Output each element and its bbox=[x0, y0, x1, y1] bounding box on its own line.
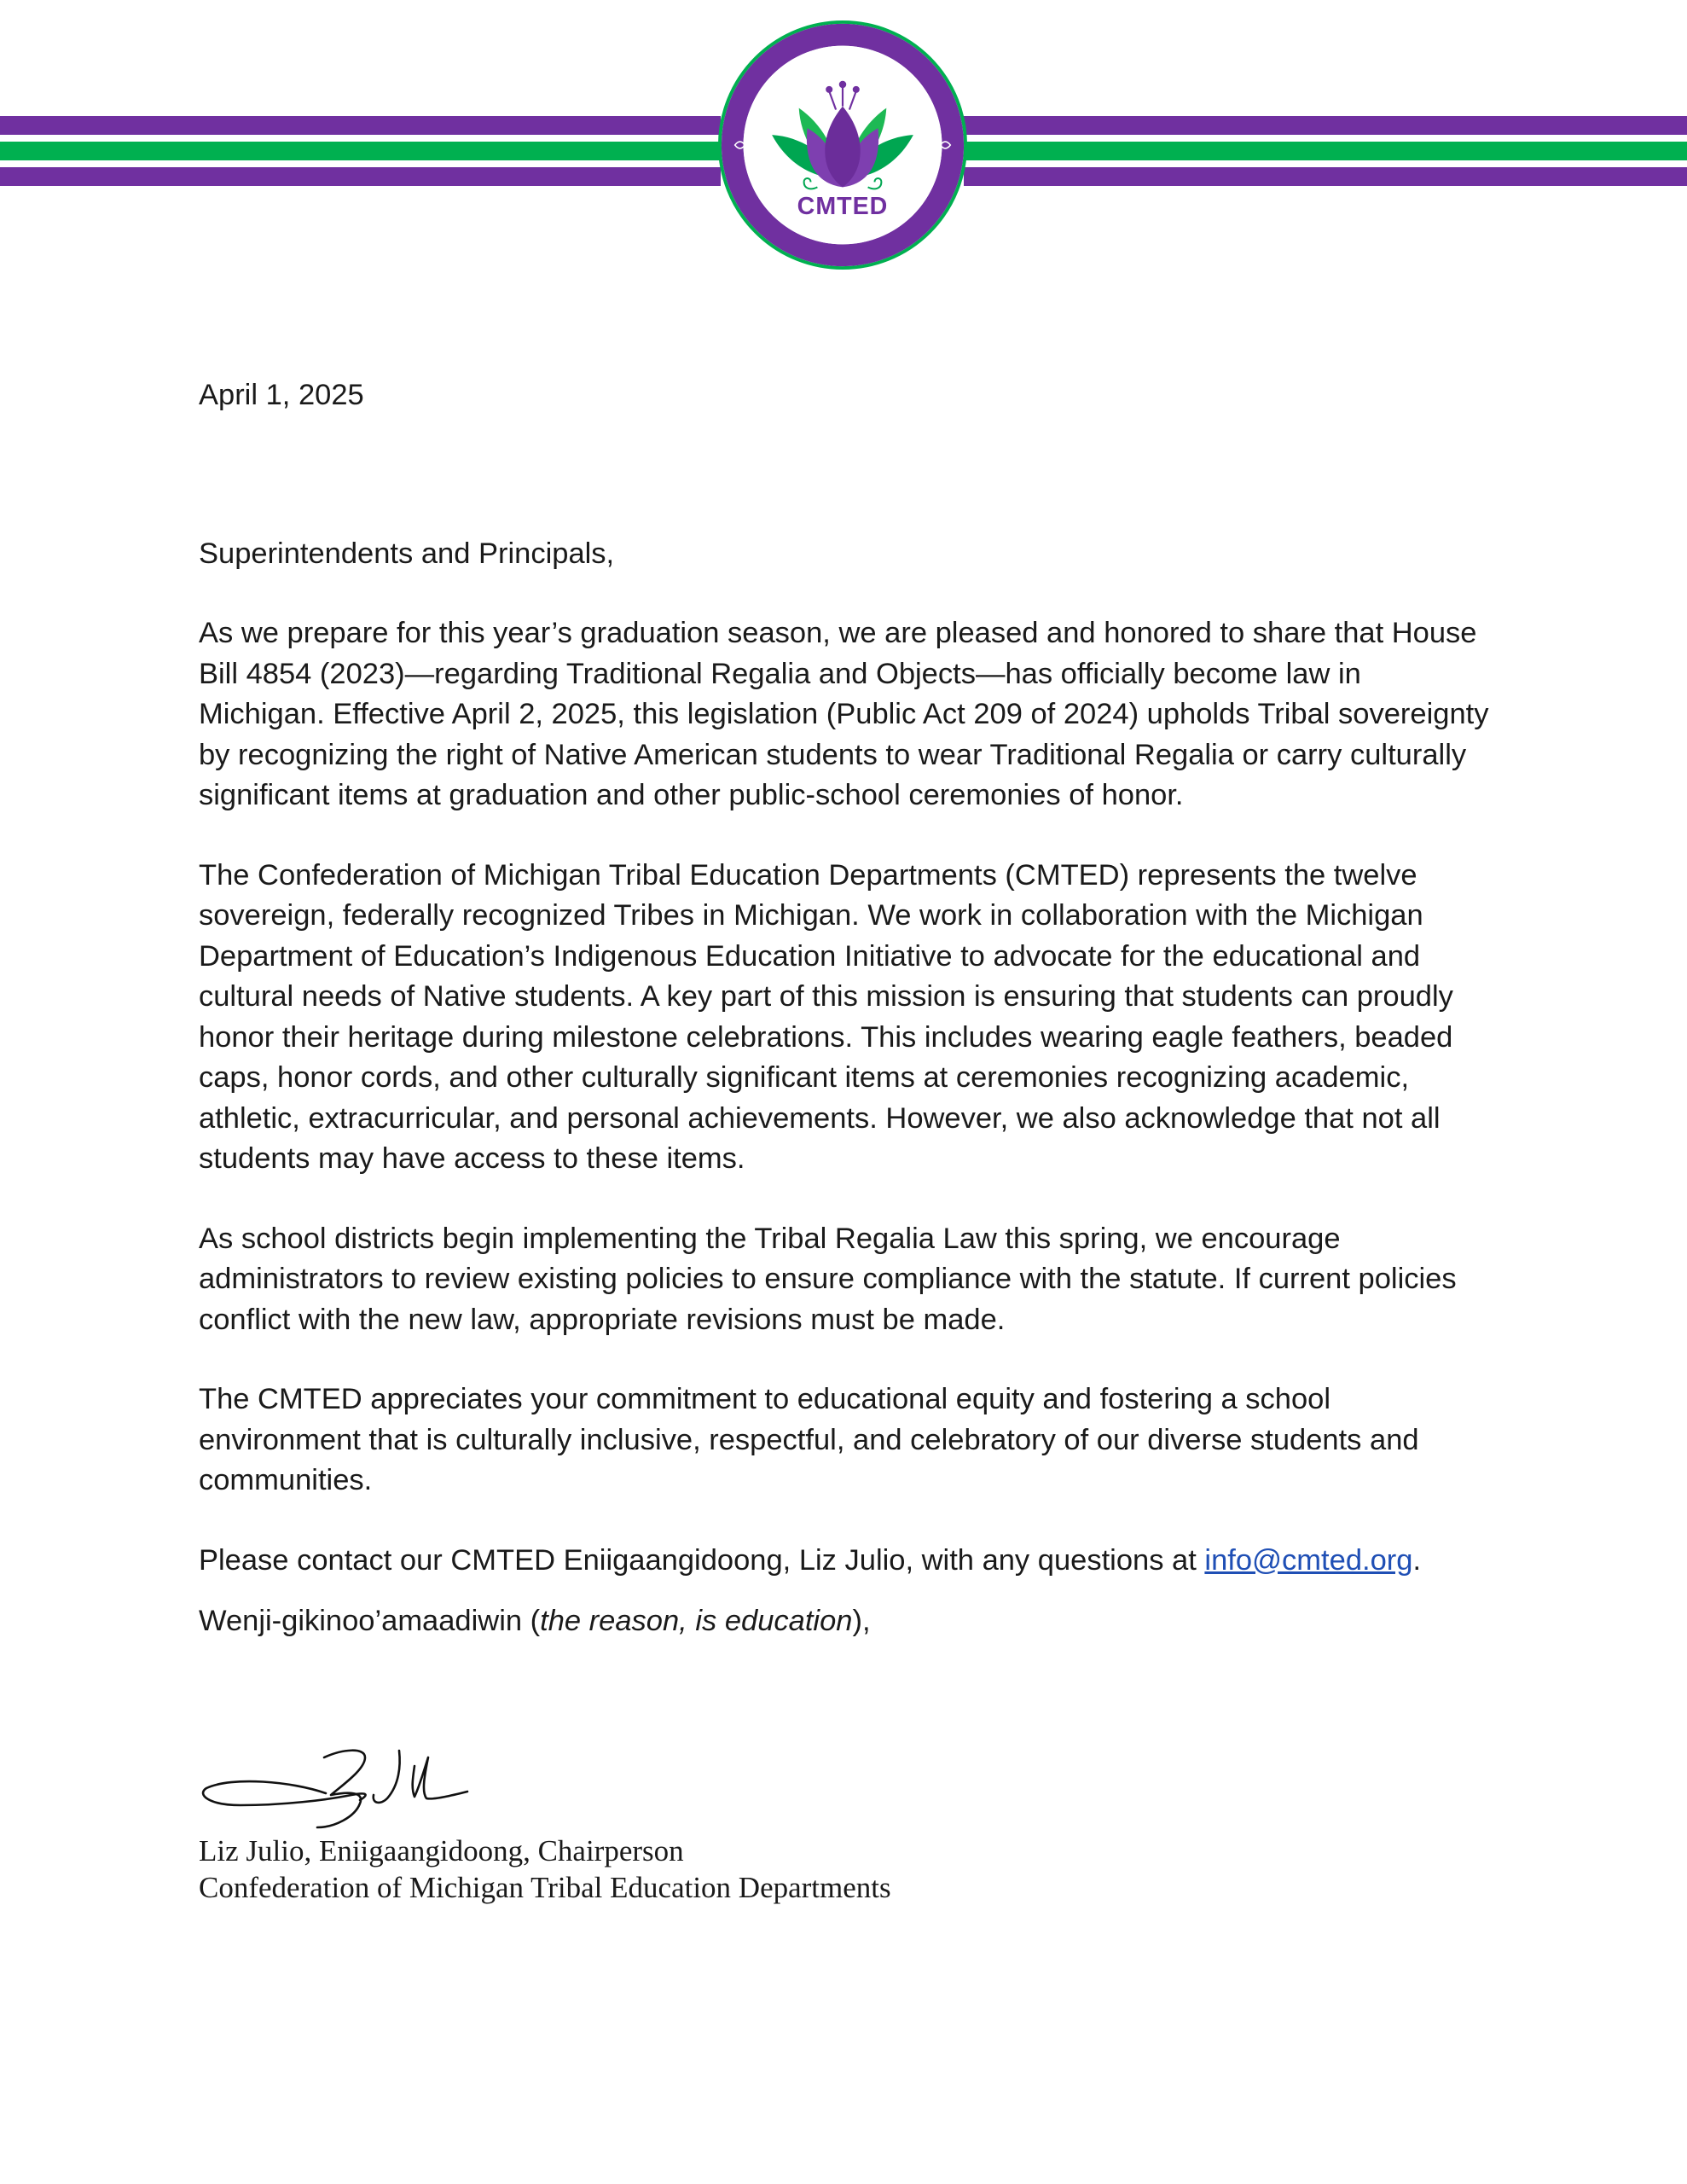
cmted-logo bbox=[716, 19, 969, 271]
letter-paragraph: The Confederation of Michigan Tribal Education Departments (CMTED) represents the twelve sovereign, federally recognized Tribes in Michigan. We work in collaboration with the Michigan Department of Education’s Indigenous Education Initiative to advocate for the educational and cultural needs of Native students. A key part of this mission is ensuring that students can proudly honor their heritage during milestone celebrations. This includes wearing eagle feathers, beaded caps, honor cords, and other culturally significant items at ceremonies recognizing academic, athletic, extracurricular, and personal achievements. However, we also acknowledge that not all students may have access to these items. bbox=[199, 858, 1453, 1175]
contact-line bbox=[199, 1541, 1495, 1582]
letter-paragraph: As we prepare for this year’s graduation season, we are pleased and honored to share that House Bill 4854 (2023)—regarding Traditional Regalia and Objects—has officially become law in Michigan. Effective April 2, 2025, this legislation (Public Act 209 of 2024) upholds Tribal sovereignty by recognizing the right of Native American students to wear Traditional Regalia or carry culturally significant items at graduation and other public-school ceremonies of honor. bbox=[199, 617, 1489, 811]
logo-arc-text-top: CONFEDERATION OF MICHIGAN bbox=[747, 46, 938, 123]
closing-italic: the reason, is education bbox=[540, 1605, 853, 1637]
closing-end: ), bbox=[852, 1605, 871, 1637]
letter-body bbox=[199, 375, 1495, 1642]
signoff-block bbox=[199, 1833, 891, 1906]
purple-stripe bbox=[0, 116, 721, 135]
logo-arc-text-bottom: TRIBAL EDUCATION DEPARTMENTS bbox=[747, 163, 938, 243]
green-stripe bbox=[964, 142, 1687, 160]
letter-date: April 1, 2025 bbox=[199, 379, 364, 411]
purple-stripe bbox=[964, 167, 1687, 186]
letter-paragraph: The CMTED appreciates your commitment to educational equity and fostering a school environment that is culturally inclusive, respectful, and celebratory of our diverse students and communities. bbox=[199, 1383, 1419, 1496]
email-link[interactable]: info@cmted.org bbox=[1204, 1543, 1413, 1577]
purple-stripe bbox=[964, 116, 1687, 135]
contact-end: . bbox=[1412, 1543, 1422, 1577]
letter-salutation: Superintendents and Principals, bbox=[199, 537, 615, 570]
signer-organization: Confederation of Michigan Tribal Education Departments bbox=[199, 1871, 891, 1904]
closing-line bbox=[199, 1601, 1495, 1642]
signature-image bbox=[198, 1732, 488, 1834]
green-stripe bbox=[0, 142, 721, 160]
closing-text: Wenji-gikinoo’amaadiwin ( bbox=[199, 1605, 541, 1637]
signer-name-title: Liz Julio, Eniigaangidoong, Chairperson bbox=[199, 1834, 684, 1867]
purple-stripe bbox=[0, 167, 721, 186]
logo-acronym: CMTED bbox=[797, 192, 889, 220]
contact-text: Please contact our CMTED Eniigaangidoong, Liz Julio, with any questions at bbox=[199, 1543, 1205, 1577]
letter-paragraph: As school districts begin implementing the Tribal Regalia Law this spring, we encourage administrators to review existing policies to ensure compliance with the statute. If current policies conflict with the new law, appropriate revisions must be made. bbox=[199, 1222, 1457, 1336]
